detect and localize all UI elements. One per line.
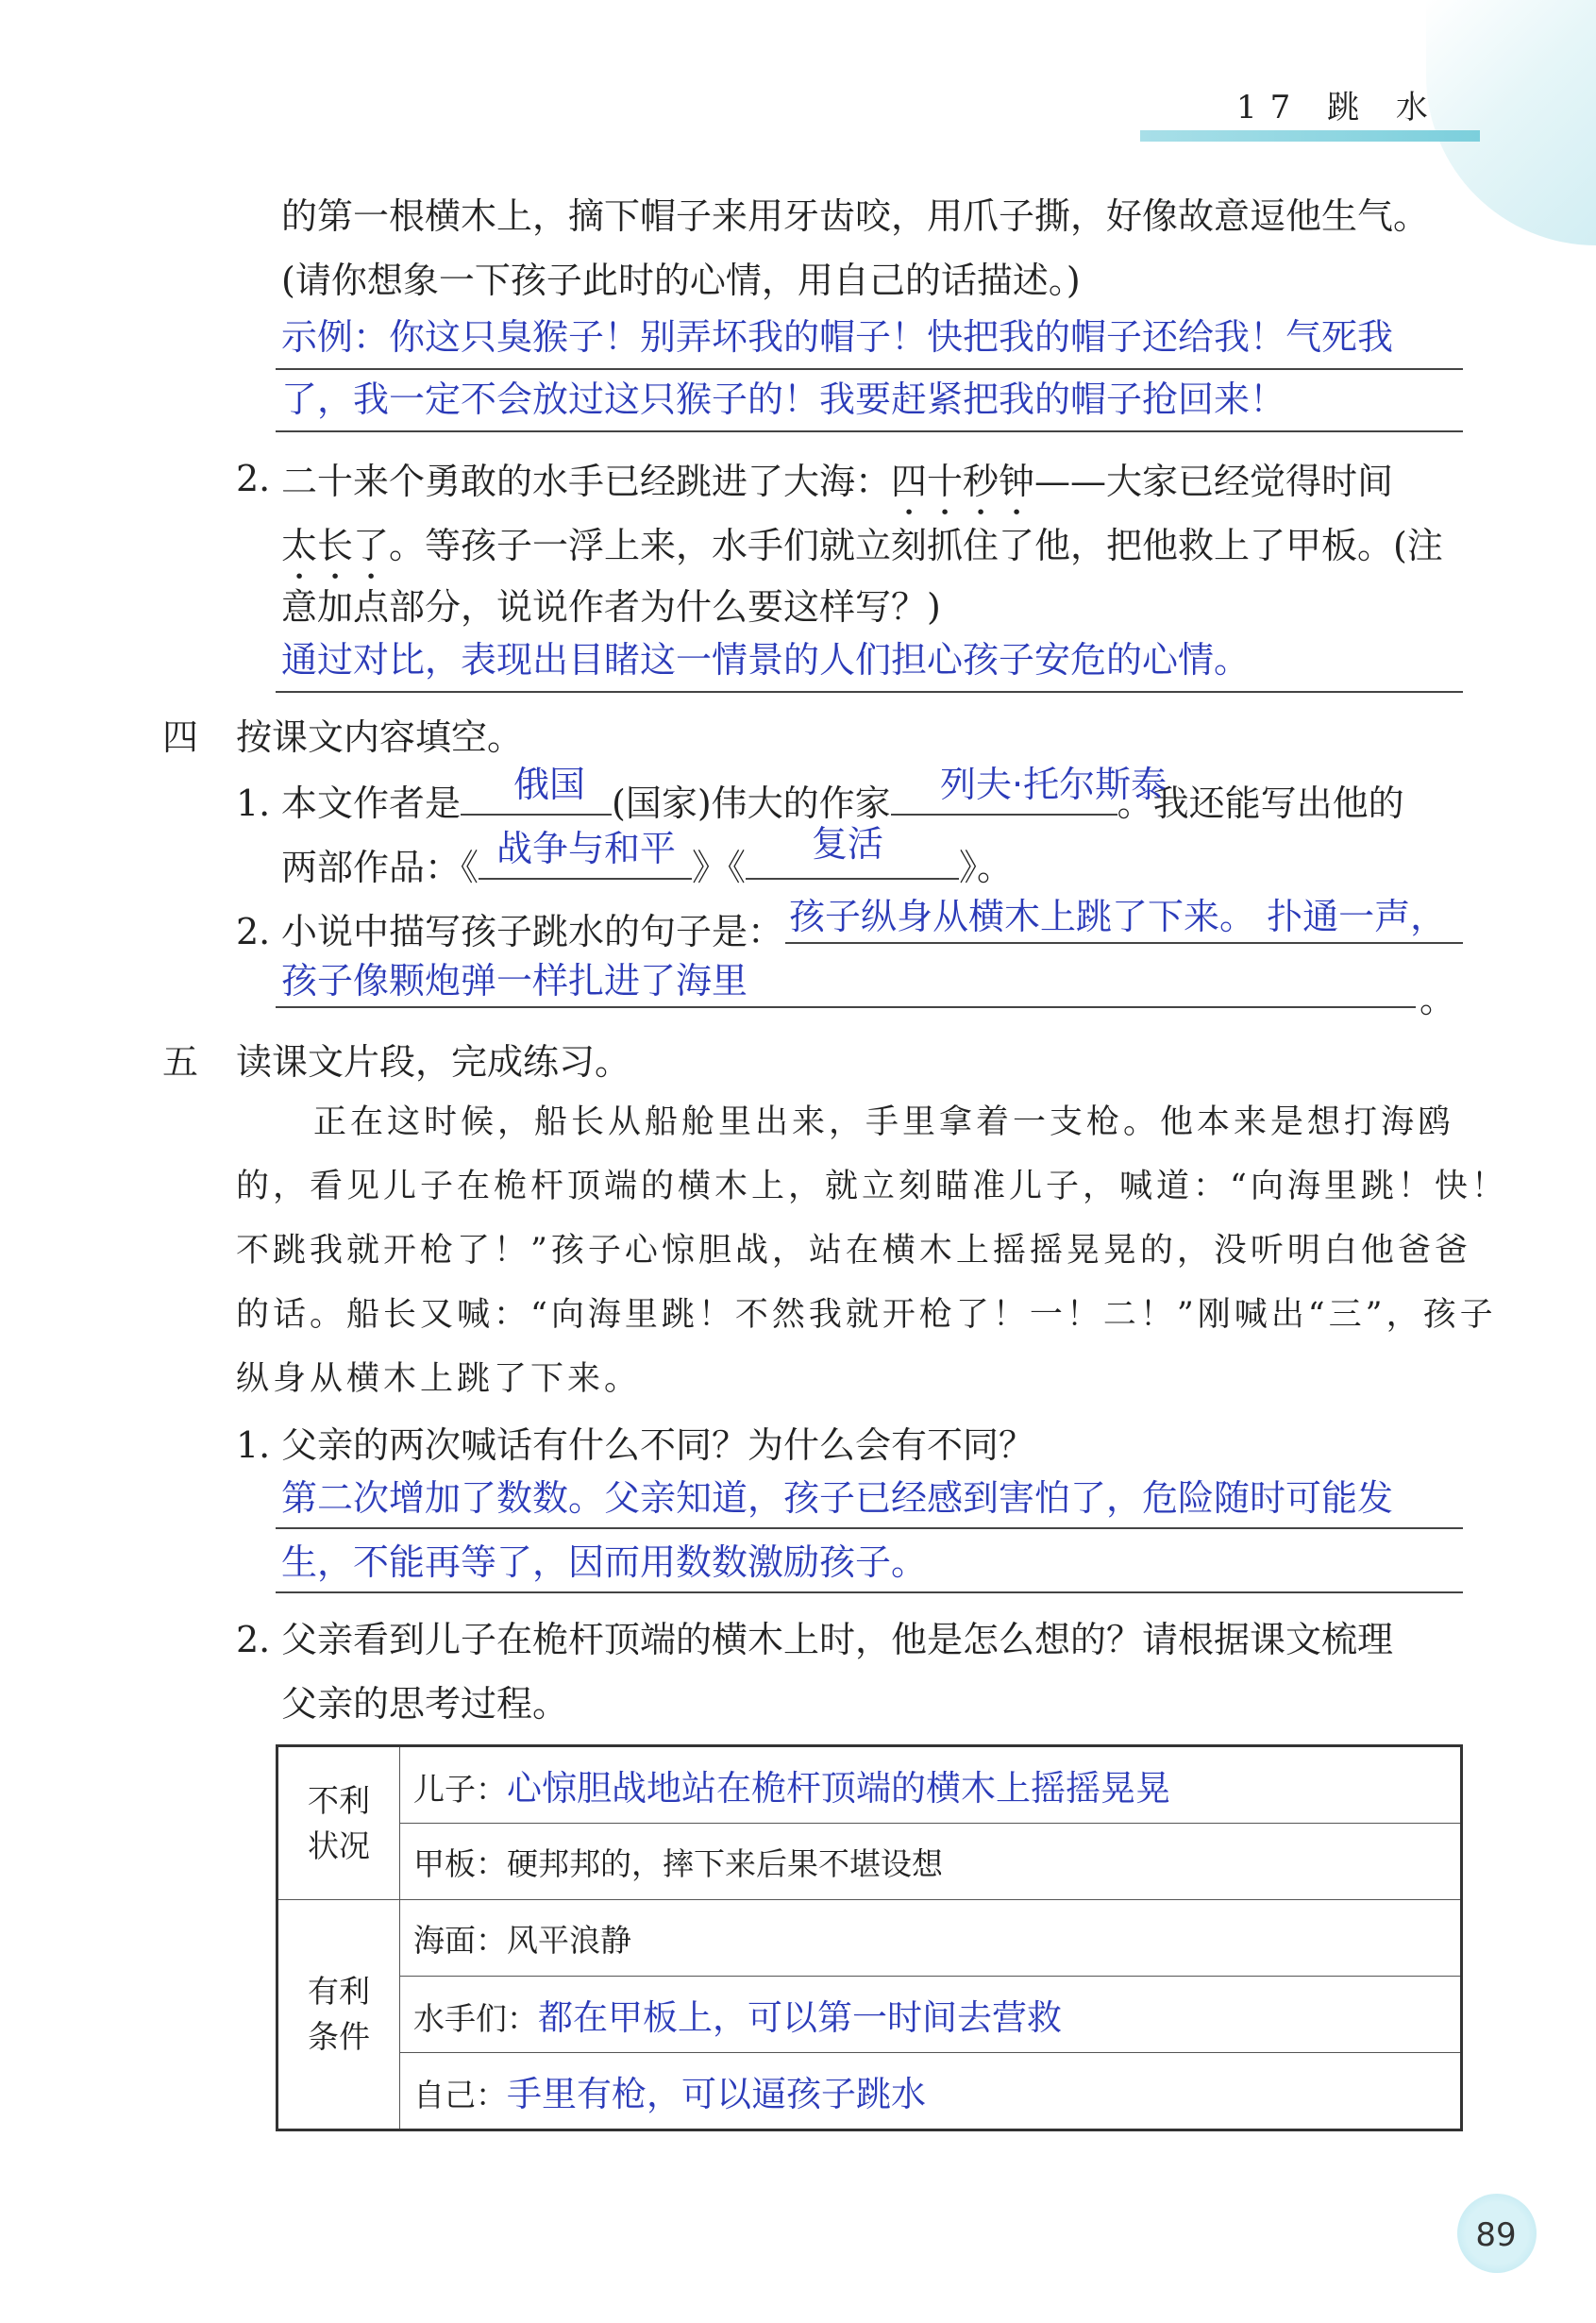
category-cell: 有利 条件	[277, 1900, 400, 2130]
fill-in-answer: 战争与和平	[496, 828, 677, 869]
question-text: 小说中描写孩子跳水的句子是：	[281, 911, 784, 952]
question-prompt: (请你想象一下孩子此时的心情，用自己的话描述。)	[281, 260, 1081, 301]
chapter-title: 17 跳 水	[1236, 89, 1441, 126]
question-text: 两部作品：《 》《 》。	[281, 847, 1014, 888]
question-text: 的第一根横木上，摘下帽子来用牙齿咬，用爪子撕，好像故意逗他生气。	[281, 195, 1430, 237]
answer-line	[276, 430, 1463, 432]
question-text: 本文作者是 (国家)伟大的作家 。我还能写出他的	[281, 783, 1404, 824]
item-number: 2.	[236, 458, 271, 499]
table-row	[277, 1977, 1462, 2053]
question-text: 意加点部分，说说作者为什么要这样写？)	[281, 586, 941, 628]
table-cell: 儿子：心惊胆战地站在桅杆顶端的横木上摇摇晃晃	[400, 1746, 1462, 1824]
cell-answer: 手里有枪，可以逼孩子跳水	[507, 2074, 926, 2114]
answer-line	[276, 1527, 1463, 1529]
answer-text: 孩子纵身从横木上跳了下来。 扑通一声，	[789, 896, 1447, 937]
question-text: 父亲的思考过程。	[281, 1683, 569, 1725]
emphasized-text: 四十秒钟	[891, 461, 1035, 502]
item-number: 2.	[236, 1619, 271, 1660]
table-cell: 水手们：都在甲板上，可以第一时间去营救	[400, 1977, 1462, 2053]
table-cell: 甲板：硬邦邦的，摔下来后果不堪设想	[400, 1824, 1462, 1900]
answer-text: 孩子像颗炮弹一样扎进了海里	[281, 960, 748, 1002]
passage-line: 的话。船长又喊：“向海里跳！不然我就开枪了！一！二！”刚喊出“三”，孩子	[236, 1296, 1497, 1334]
table-cell: 海面：风平浪静	[400, 1900, 1462, 1977]
fill-in-answer: 俄国	[513, 764, 586, 805]
fill-in-answer: 复活	[812, 823, 884, 865]
table-row	[277, 2053, 1462, 2130]
period: 。	[1420, 979, 1456, 1020]
answer-text: 通过对比，表现出目睹这一情景的人们担心孩子安危的心情。	[281, 639, 1251, 681]
thinking-table	[276, 1744, 1463, 2131]
answer-text: 了，我一定不会放过这只猴子的！我要赶紧把我的帽子抢回来！	[281, 379, 1286, 420]
table-cell: 自己：手里有枪，可以逼孩子跳水	[400, 2053, 1462, 2130]
passage-line: 不跳我就开枪了！”孩子心惊胆战，站在横木上摇摇晃晃的，没听明白他爸爸	[236, 1232, 1471, 1270]
corner-decoration	[1426, 0, 1596, 245]
question-text: 二十来个勇敢的水手已经跳进了大海：四十秒钟——大家已经觉得时间	[281, 461, 1394, 502]
emphasized-text: 太长了	[281, 525, 390, 566]
answer-text: 示例：你这只臭猴子！别弄坏我的帽子！快把我的帽子还给我！气死我	[281, 316, 1394, 358]
page-number-badge	[1444, 2188, 1548, 2282]
cell-answer: 都在甲板上，可以第一时间去营救	[538, 1997, 1062, 2038]
section-title: 按课文内容填空。	[236, 716, 524, 758]
passage-line: 的，看见儿子在桅杆顶端的横木上，就立刻瞄准儿子，喊道：“向海里跳！快！	[236, 1168, 1508, 1205]
question-text: 太长了。等孩子一浮上来，水手们就立刻抓住了他，把他救上了甲板。(注	[281, 525, 1443, 566]
fill-in-answer: 列夫·托尔斯泰	[940, 764, 1168, 805]
item-number: 1.	[236, 783, 271, 824]
table-row	[277, 1900, 1462, 1977]
answer-line	[276, 1591, 1463, 1593]
passage-line: 正在这时候，船长从船舱里出来，手里拿着一支枪。他本来是想打海鸥	[313, 1103, 1455, 1141]
item-number: 1.	[236, 1424, 271, 1466]
answer-text: 第二次增加了数数。父亲知道，孩子已经感到害怕了，危险随时可能发	[281, 1477, 1394, 1519]
question-text: 父亲的两次喊话有什么不同？为什么会有不同？	[281, 1424, 1035, 1466]
answer-line	[276, 368, 1463, 370]
section-number: 五	[162, 1041, 199, 1083]
answer-line	[785, 942, 1463, 944]
section-title: 读课文片段，完成练习。	[236, 1041, 631, 1083]
cell-answer: 心惊胆战地站在桅杆顶端的横木上摇摇晃晃	[507, 1768, 1170, 1809]
passage-line: 纵身从横木上跳了下来。	[236, 1360, 642, 1398]
table-row	[277, 1746, 1462, 1824]
page-number: 89	[1475, 2216, 1517, 2254]
category-cell: 不利 状况	[277, 1746, 400, 1900]
item-number: 2.	[236, 911, 271, 952]
answer-line	[276, 1006, 1416, 1008]
answer-text: 生，不能再等了，因而用数数激励孩子。	[281, 1541, 928, 1583]
header-bar	[1140, 130, 1480, 142]
section-number: 四	[162, 716, 199, 758]
answer-line	[276, 691, 1463, 693]
table-row	[277, 1824, 1462, 1900]
question-text: 父亲看到儿子在桅杆顶端的横木上时，他是怎么想的？请根据课文梳理	[281, 1619, 1394, 1660]
